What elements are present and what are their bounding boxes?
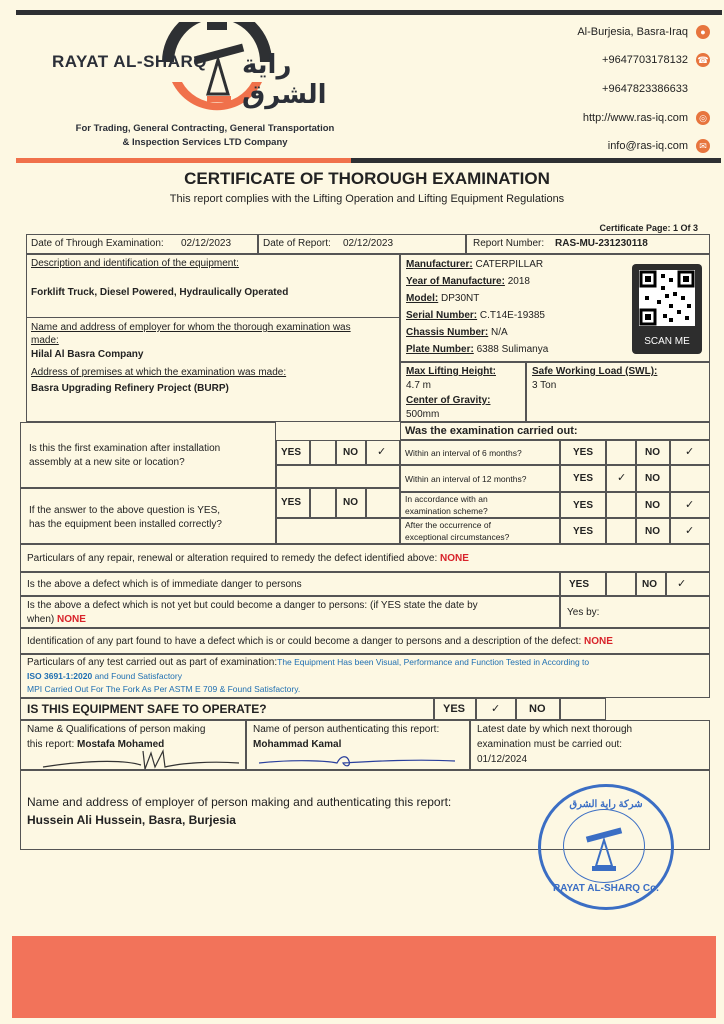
check-icon: ✓ xyxy=(617,472,627,484)
interval-12-yes[interactable]: YES xyxy=(560,465,606,492)
globe-icon: ◎ xyxy=(696,111,710,125)
exceptional-yes[interactable]: YES xyxy=(560,518,606,544)
interval-6-no[interactable]: NO xyxy=(636,440,670,465)
auth-cell xyxy=(246,720,470,770)
serial-label: Serial Number: xyxy=(406,310,478,321)
employer-label-2: made: xyxy=(31,335,59,346)
test-label: Particulars of any test carried out as part of examination: xyxy=(27,657,278,668)
q2-spacer xyxy=(276,518,400,544)
check-icon: ✓ xyxy=(685,525,695,537)
q1-line-1: Is this the first examination after installation xyxy=(29,443,221,454)
divider-dark xyxy=(351,158,721,163)
serial-value: C.T14E-19385 xyxy=(479,310,545,321)
scheme-label-cell: In accordance with an examination scheme? xyxy=(400,492,560,518)
maker-label-1: Name & Qualifications of person making xyxy=(27,724,206,735)
yes-by-cell xyxy=(560,596,710,628)
certificate-page: Certificate Page: 1 Of 3 xyxy=(599,223,698,233)
auth-label: Name of person authenticating this report: xyxy=(253,724,440,735)
chassis-label: Chassis Number: xyxy=(406,327,489,338)
safe-yes-box[interactable] xyxy=(476,698,516,720)
model-value: DP30NT xyxy=(441,293,480,304)
certificate-subtitle: This report complies with the Lifting Operation and Lifting Equipment Regulations xyxy=(169,193,565,205)
contact-email[interactable]: info@ras-iq.com ✉ xyxy=(608,140,688,152)
scheme-yes[interactable]: YES xyxy=(560,492,606,518)
q1-no-box[interactable] xyxy=(366,440,400,465)
interval-12-no-box[interactable] xyxy=(670,465,710,492)
model-label: Model: xyxy=(406,293,439,304)
cog-value: 500mm xyxy=(406,409,440,420)
location-icon: ● xyxy=(696,25,710,39)
carried-out-header: Was the examination carried out: xyxy=(400,422,710,440)
swl-value: 3 Ton xyxy=(532,380,557,391)
contact-phone-1[interactable]: +9647703178132 ☎ xyxy=(602,54,709,66)
q2-line-1: If the answer to the above question is YES, xyxy=(29,505,221,516)
equipment-desc-label: Description and identification of the equipment: xyxy=(31,258,239,269)
stamp-text-en: RAYAT AL-SHARQ Co. xyxy=(553,883,659,894)
test-line-2: and Found Satisfactory xyxy=(92,671,182,681)
q2-no-box[interactable] xyxy=(366,488,400,518)
employer-value: Hilal Al Basra Company xyxy=(31,349,144,360)
lift-height-value: 4.7 m xyxy=(406,380,432,391)
equipment-description-cell xyxy=(26,254,400,422)
employer-footer-value: Hussein Ali Hussein, Basra, Burjesia xyxy=(27,813,236,827)
interval-12-no[interactable]: NO xyxy=(636,465,670,492)
premises-label: Address of premises at which the examination was made: xyxy=(31,367,287,378)
interval-12-yes-box[interactable] xyxy=(606,465,636,492)
year-value: 2018 xyxy=(507,276,530,287)
plate-label: Plate Number: xyxy=(406,344,474,355)
equipment-divider xyxy=(27,317,399,318)
q1-cell xyxy=(20,422,276,488)
exceptional-yes-box[interactable] xyxy=(606,518,636,544)
next-label-1: Latest date by which next thorough xyxy=(477,724,633,735)
future-danger-value: NONE xyxy=(57,614,86,625)
exam-date-label: Date of Through Examination: xyxy=(31,238,164,249)
immediate-danger-row xyxy=(20,572,560,596)
identification-label: Identification of any part found to have a defect which is or could become a danger to persons and a description of the defect: xyxy=(27,636,582,647)
immediate-yes[interactable]: YES xyxy=(560,572,606,596)
certificate-title: CERTIFICATE OF THOROUGH EXAMINATION xyxy=(184,169,550,188)
interval-6-label-cell: Within an interval of 6 months? xyxy=(400,440,560,465)
company-logo xyxy=(52,22,362,120)
q1-line-2: assembly at a new site or location? xyxy=(29,457,185,468)
manufacturer-value: CATERPILLAR xyxy=(475,259,544,270)
footer-band xyxy=(12,936,716,1018)
q1-spacer xyxy=(276,465,400,488)
q1-yes[interactable]: YES xyxy=(276,440,310,465)
q2-line-2: has the equipment been installed correctly? xyxy=(29,519,222,530)
q2-yes-box[interactable] xyxy=(310,488,336,518)
safe-question-cell xyxy=(20,698,434,720)
interval-6-yes[interactable]: YES xyxy=(560,440,606,465)
qr-code[interactable] xyxy=(632,264,702,354)
q1-yes-box[interactable] xyxy=(310,440,336,465)
test-line-3: MPI Carried Out For The Fork As Per ASTM E 709 & Found Satisfactory. xyxy=(27,684,301,694)
qr-code-icon xyxy=(639,270,695,326)
next-value: 01/12/2024 xyxy=(477,754,528,765)
mail-icon: ✉ xyxy=(696,139,710,153)
q2-yes[interactable]: YES xyxy=(276,488,310,518)
year-label: Year of Manufacture: xyxy=(406,276,505,287)
check-icon: ✓ xyxy=(685,499,695,511)
check-icon: ✓ xyxy=(685,446,695,458)
identification-value: NONE xyxy=(584,636,613,647)
interval-6-yes-box[interactable] xyxy=(606,440,636,465)
lift-height-label: Max Lifting Height: xyxy=(406,366,496,377)
repair-value: NONE xyxy=(440,553,469,564)
cog-label: Center of Gravity: xyxy=(406,395,491,406)
exceptional-no[interactable]: NO xyxy=(636,518,670,544)
auth-value: Mohammad Kamal xyxy=(253,739,342,750)
interval-12-label-cell: Within an interval of 12 months? xyxy=(400,465,560,492)
repair-label: Particulars of any repair, renewal or alteration required to remedy the defect identified above: xyxy=(27,553,438,564)
premises-value: Basra Upgrading Refinery Project (BURP) xyxy=(31,383,229,394)
maker-value: Mostafa Mohamed xyxy=(77,739,165,750)
safe-no-box[interactable] xyxy=(560,698,606,720)
report-number-cell xyxy=(466,234,710,254)
manufacturer-label: Manufacturer: xyxy=(406,259,473,270)
stamp-text-ar: شركة راية الشرق xyxy=(569,799,643,810)
immediate-yes-box[interactable] xyxy=(606,572,636,596)
report-date-value: 02/12/2023 xyxy=(343,238,394,249)
check-icon: ✓ xyxy=(377,446,387,458)
immediate-no[interactable]: NO xyxy=(636,572,666,596)
top-dark-bar xyxy=(16,10,722,15)
scheme-no-box[interactable] xyxy=(670,492,710,518)
q2-no[interactable]: NO xyxy=(336,488,366,518)
check-icon: ✓ xyxy=(677,578,687,590)
logo-text-en: RAYAT AL-SHARQ xyxy=(52,52,207,71)
check-icon: ✓ xyxy=(491,703,501,715)
exceptional-label-cell: After the occurrence of exceptional circumstances? xyxy=(400,518,560,544)
employer-label-1: Name and address of employer for whom the thorough examination was xyxy=(31,322,351,333)
swl-cell xyxy=(526,362,710,422)
contact-phone-2[interactable]: +9647823386633 xyxy=(602,83,688,95)
report-date-label: Date of Report: xyxy=(263,238,331,249)
immediate-no-box[interactable] xyxy=(666,572,710,596)
exceptional-no-box[interactable] xyxy=(670,518,710,544)
repair-row xyxy=(20,544,710,572)
test-line-1: The Equipment Has been Visual, Performance and Function Tested in According to xyxy=(277,657,590,667)
chassis-value: N/A xyxy=(491,327,508,338)
auth-signature xyxy=(257,753,457,769)
exam-date-value: 02/12/2023 xyxy=(181,238,232,249)
company-line-1: For Trading, General Contracting, General Transportation xyxy=(75,123,335,134)
future-danger-label-1: Is the above a defect which is not yet but could become a danger to persons: (if YES state the date by xyxy=(27,600,478,611)
company-stamp xyxy=(538,784,674,910)
future-danger-label-2: when) xyxy=(27,614,55,625)
stamp-emblem-icon xyxy=(563,809,645,883)
immediate-danger-label: Is the above a defect which is of immediate danger to persons xyxy=(27,579,302,590)
contact-address: Al-Burjesia, Basra-Iraq ● xyxy=(577,26,688,38)
safe-no[interactable]: NO xyxy=(516,698,560,720)
maker-label-2: this report: xyxy=(27,739,75,750)
lift-height-cell xyxy=(400,362,526,422)
safe-question: IS THIS EQUIPMENT SAFE TO OPERATE? xyxy=(27,702,267,716)
employer-footer-label: Name and address of employer of person making and authenticating this report: xyxy=(27,795,452,809)
divider-orange xyxy=(16,158,351,163)
interval-6-no-box[interactable] xyxy=(670,440,710,465)
company-line-2: & Inspection Services LTD Company xyxy=(122,137,288,148)
safe-yes[interactable]: YES xyxy=(434,698,476,720)
report-date-cell xyxy=(258,234,466,254)
q2-cell xyxy=(20,488,276,544)
equipment-desc-value: Forklift Truck, Diesel Powered, Hydraulically Operated xyxy=(31,287,289,298)
logo-text-ar: راية الشرق xyxy=(242,50,327,110)
next-exam-cell xyxy=(470,720,710,770)
swl-label: Safe Working Load (SWL): xyxy=(532,366,658,377)
next-label-2: examination must be carried out: xyxy=(477,739,623,750)
yes-by-label: Yes by: xyxy=(567,607,600,618)
scan-me-label: SCAN ME xyxy=(644,336,690,347)
report-number-value: RAS-MU-231230118 xyxy=(555,238,648,249)
test-row xyxy=(20,654,710,698)
contact-website[interactable]: http://www.ras-iq.com ◎ xyxy=(583,112,688,124)
company-description xyxy=(40,122,370,150)
scheme-yes-box[interactable] xyxy=(606,492,636,518)
maker-cell xyxy=(20,720,246,770)
scheme-no[interactable]: NO xyxy=(636,492,670,518)
exam-date-cell xyxy=(26,234,258,254)
phone-icon: ☎ xyxy=(697,55,709,65)
test-iso: ISO 3691-1:2020 xyxy=(27,671,93,681)
plate-value: 6388 Sulimanya xyxy=(476,344,549,355)
identification-row xyxy=(20,628,710,654)
future-danger-row xyxy=(20,596,560,628)
maker-signature xyxy=(41,747,241,771)
q1-no[interactable]: NO xyxy=(336,440,366,465)
report-number-label: Report Number: xyxy=(473,238,545,249)
